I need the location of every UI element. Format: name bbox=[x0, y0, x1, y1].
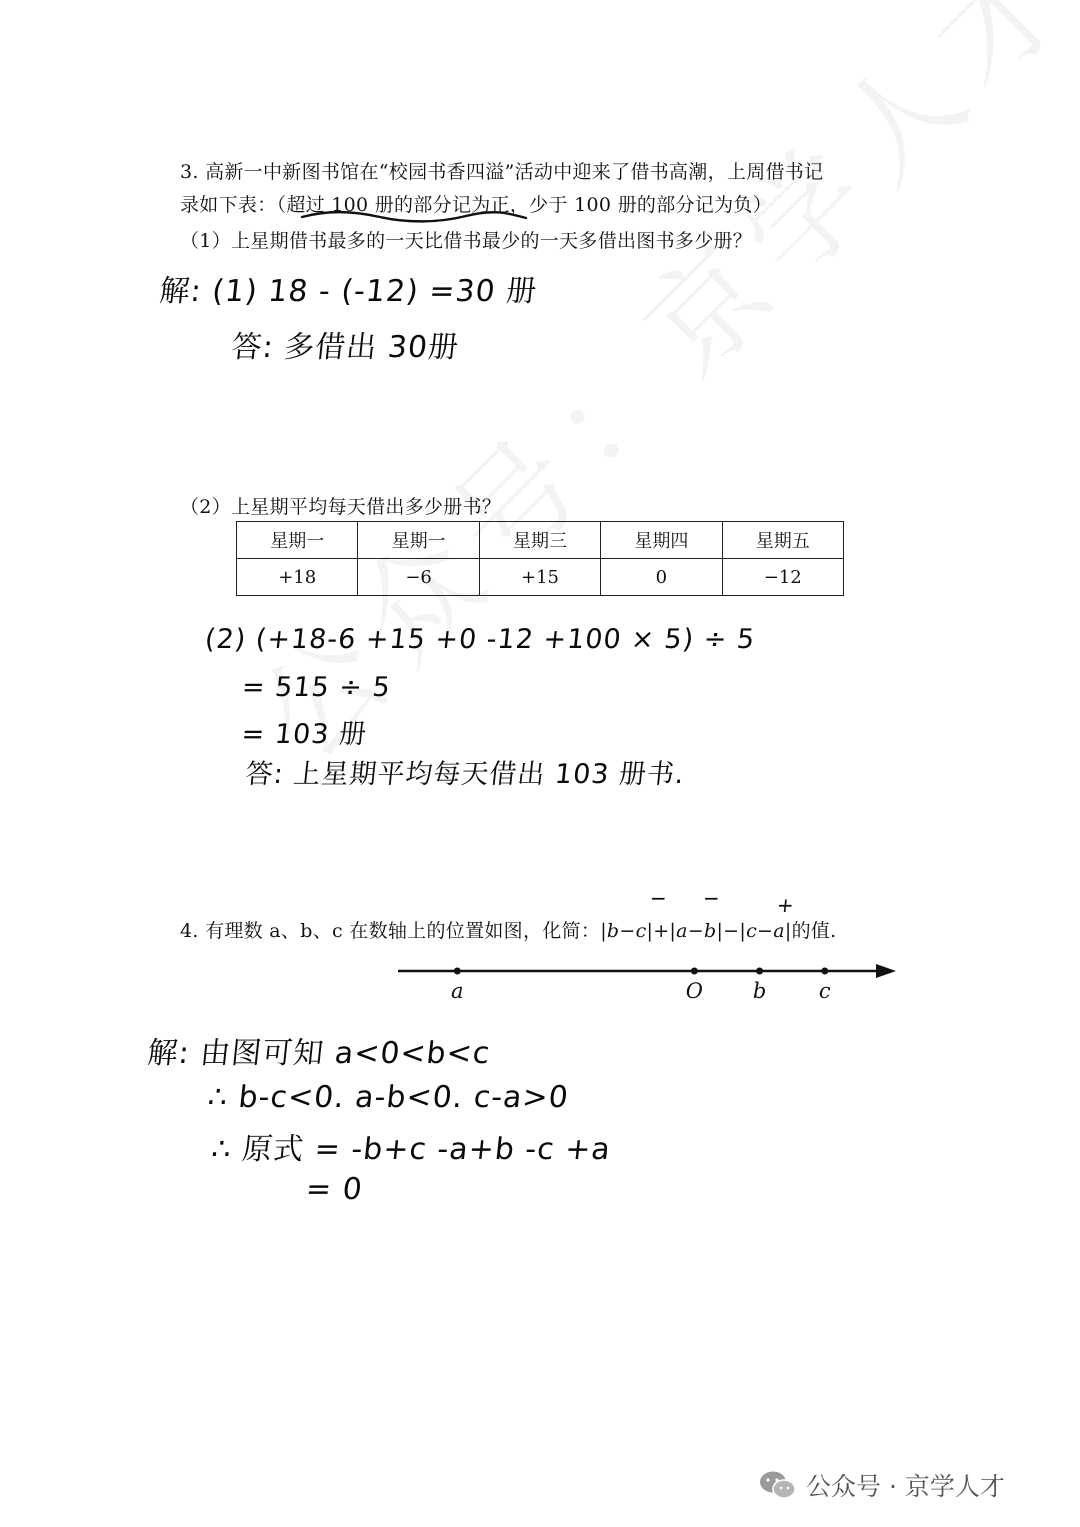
q4-suffix: 的值. bbox=[791, 920, 837, 942]
q4-prefix: 4. 有理数 a、b、c 在数轴上的位置如图，化简： bbox=[180, 920, 601, 942]
answer-4-line-3: ∴ 原式 = -b+c -a+b -c +a bbox=[209, 1132, 613, 1167]
q4-expression: |b−c|+|a−b|−|c−a| bbox=[600, 920, 792, 942]
number-line-label: c bbox=[818, 979, 831, 1003]
number-line-label: O bbox=[685, 979, 703, 1003]
table-cell: +18 bbox=[237, 559, 358, 596]
q3-line-2-suffix: ，少于 100 册的部分记为负） bbox=[509, 194, 773, 216]
footer-watermark bbox=[758, 1465, 1005, 1505]
borrow-record-table bbox=[236, 521, 844, 596]
table-header-row bbox=[237, 522, 844, 559]
table-cell: −6 bbox=[358, 559, 479, 596]
table-row bbox=[237, 559, 844, 596]
number-line-arrow bbox=[876, 964, 896, 978]
table-header-cell: 星期一 bbox=[237, 522, 358, 559]
hand-sign-c-minus-a: + bbox=[775, 893, 797, 917]
q3-underlined-text: 超过 100 册的部分记为正 bbox=[286, 194, 510, 216]
answer-2-line-3: = 103 册 bbox=[240, 719, 369, 750]
table-header-cell: 星期一 bbox=[358, 522, 479, 559]
answer-2-line-4: 答: 上星期平均每天借出 103 册书. bbox=[244, 759, 687, 790]
table-header-cell: 星期五 bbox=[722, 522, 843, 559]
number-line-label: b bbox=[752, 979, 767, 1003]
answer-1-line-2: 答: 多借出 30册 bbox=[229, 330, 461, 365]
answer-4-line-4: = 0 bbox=[304, 1172, 365, 1207]
q3-line-2-prefix: 录如下表：（ bbox=[180, 194, 287, 216]
answer-1-line-1: 解: (1) 18 - (-12) =30 册 bbox=[157, 274, 540, 309]
answer-2-line-2: = 515 ÷ 5 bbox=[240, 672, 393, 703]
table-cell: −12 bbox=[722, 559, 843, 596]
hand-sign-b-minus-c: − bbox=[648, 886, 670, 910]
q3-part-1: （1）上星期借书最多的一天比借书最少的一天多借出图书多少册？ bbox=[180, 230, 753, 252]
answer-4-line-1: 解: 由图可知 a<0<b<c bbox=[145, 1036, 493, 1071]
number-line-point bbox=[454, 968, 461, 975]
number-line bbox=[390, 955, 910, 1015]
number-line-point bbox=[756, 968, 763, 975]
number-line-point bbox=[691, 968, 698, 975]
q3-line-1: 3. 高新一中新图书馆在“校园书香四溢”活动中迎来了借书高潮，上周借书记 bbox=[180, 161, 824, 183]
answer-2-line-1: (2) (+18-6 +15 +0 -12 +100 × 5) ÷ 5 bbox=[203, 624, 757, 655]
wechat-icon bbox=[758, 1469, 798, 1501]
table-cell: +15 bbox=[479, 559, 600, 596]
footer-text: 公众号 · 京学人才 bbox=[806, 1472, 1005, 1501]
number-line-point bbox=[821, 968, 828, 975]
q4-line bbox=[180, 916, 837, 943]
table-header-cell: 星期三 bbox=[479, 522, 600, 559]
hand-underline-wave bbox=[298, 208, 530, 224]
answer-4-line-2: ∴ b-c<0. a-b<0. c-a>0 bbox=[206, 1080, 571, 1115]
table-header-cell: 星期四 bbox=[601, 522, 722, 559]
q3-part-2: （2）上星期平均每天借出多少册书？ bbox=[180, 496, 502, 518]
table-cell: 0 bbox=[601, 559, 722, 596]
hand-sign-a-minus-b: − bbox=[701, 886, 723, 910]
number-line-label: a bbox=[451, 979, 464, 1003]
